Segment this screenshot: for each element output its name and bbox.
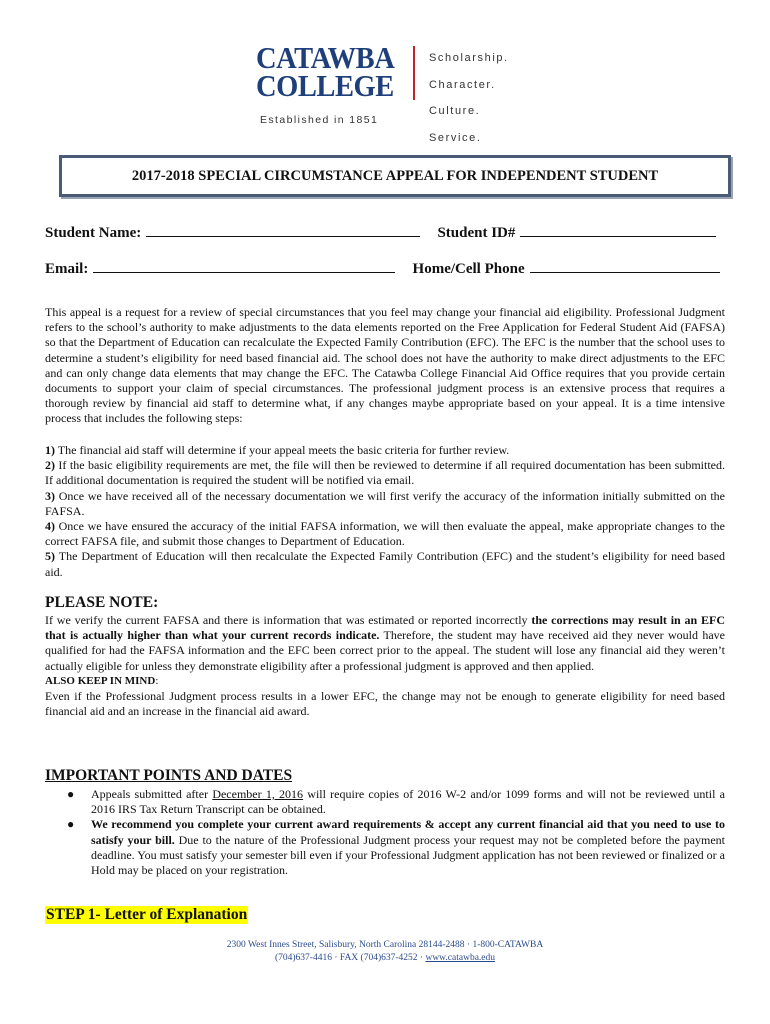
step-item-5 <box>45 549 725 579</box>
steps-list <box>45 443 725 580</box>
bullet1-text-a: Appeals submitted after <box>91 787 213 801</box>
important-points-heading: IMPORTANT POINTS AND DATES <box>45 767 293 784</box>
student-id-label: Student ID# <box>437 225 516 241</box>
step-text: Once we have ensured the accuracy of the initial FAFSA information, we will then evaluate the appeal, make appropriate changes to the correct FAFSA file, and submit those changes to Department of Education. <box>45 519 725 549</box>
step-number: 2) <box>45 458 55 473</box>
important-points-list <box>45 787 725 878</box>
email-field[interactable] <box>93 260 395 273</box>
also-keep-in-mind-colon: : <box>155 674 159 687</box>
motto-character: Character. <box>429 78 496 91</box>
logo-divider <box>413 46 415 100</box>
bullet2-emphasis: We recommend you complete your current award requirements & accept any current financial aid that you need to use to satisfy your bill. <box>91 817 725 847</box>
please-note-paragraph <box>45 613 725 674</box>
logo-mottos <box>429 45 509 151</box>
motto-service: Service. <box>429 131 482 144</box>
step-item-4 <box>45 519 725 549</box>
bullet-icon: ● <box>67 787 75 801</box>
step1-heading: STEP 1- Letter of Explanation <box>46 906 248 923</box>
intro-text: This appeal is a request for a review of special circumstances that you feel may change your financial aid eligibility. Professional Judgment refers to the school’s authority to make adjustments to the data elements reported on the Free Application for Federal Student Aid (FAFSA) so that the Department of Education can recalculate the Expected Family Contribution (EFC). The EFC is the number that the school uses to determine a student’s eligibility for need based financial aid. The school does not have the authority to make direct adjustments to the EFC and can only change data elements that may change the EFC. The Catawba College Financial Aid Office requires that you provide certain documents to support your claim of special circumstances. The professional judgment process is an extensive process that requires a thorough review by financial aid staff to determine what, if any changes maybe appropriate based on your appeal. It is a time intensive process that includes the following steps: <box>45 305 725 426</box>
step-number: 5) <box>45 549 55 564</box>
document-title: 2017-2018 SPECIAL CIRCUMSTANCE APPEAL FOR INDEPENDENT STUDENT <box>131 167 659 184</box>
intro-paragraph <box>45 305 725 427</box>
step-number: 1) <box>45 443 55 457</box>
step-text: Once we have received all of the necessary documentation we will first verify the accuracy of the information initially submitted on the FAFSA. <box>45 488 725 518</box>
step-text: The financial aid staff will determine if your appeal meets the basic criteria for further review. <box>55 443 510 457</box>
form-row-contact <box>45 258 725 278</box>
student-name-field[interactable] <box>146 224 420 237</box>
form-row-name <box>45 222 725 242</box>
step-number: 4) <box>45 519 55 534</box>
step-item-2 <box>45 458 725 488</box>
motto-culture: Culture. <box>429 105 481 117</box>
also-keep-in-mind-text: Even if the Professional Judgment process results in a lower EFC, the change may not be enough to generate eligibility for need based financial aid and an increase in the financial aid award. <box>45 689 725 719</box>
bullet2-text: Due to the nature of the Professional Judgment process your request may not be completed before the payment deadline. You must satisfy your semester bill even if your Professional Judgment application has not been reviewed or finalized or a Hold may be placed on your registration. <box>91 832 725 878</box>
document-title-box <box>59 155 731 197</box>
logo-name-line1: CATAWBA <box>256 40 395 75</box>
please-note-emphasis: the corrections may result in an EFC that is actually higher than what your current records indicate. <box>45 613 725 643</box>
phone-field[interactable] <box>530 260 720 273</box>
please-note-section <box>45 613 725 719</box>
logo-name-line2: COLLEGE <box>256 68 394 103</box>
also-keep-in-mind <box>45 674 725 689</box>
logo-established: Established in 1851 <box>260 114 379 126</box>
please-note-heading: PLEASE NOTE: <box>45 594 159 611</box>
footer <box>0 939 770 965</box>
step-number: 3) <box>45 488 55 503</box>
bullet-item-1 <box>45 787 725 817</box>
email-label: Email: <box>45 261 89 277</box>
motto-scholarship: Scholarship. <box>429 52 509 64</box>
footer-phone-fax: (704)637-4416 · FAX (704)637-4252 · <box>274 953 426 963</box>
footer-address: 2300 West Innes Street, Salisbury, North Carolina 28144-2488 · 1-800-CATAWBA <box>226 940 544 950</box>
also-keep-in-mind-label: ALSO KEEP IN MIND <box>45 674 156 687</box>
logo-wordmark <box>256 40 395 103</box>
bullet1-text-b: will require copies of 2016 W-2 and/or 1099 forms and will not be reviewed until a 2016 IRS Tax Return Transcript can be obtained. <box>91 787 725 817</box>
footer-contact <box>0 952 770 965</box>
phone-label: Home/Cell Phone <box>412 261 525 277</box>
bullet-item-2 <box>45 817 725 878</box>
step-text: If the basic eligibility requirements are met, the file will then be reviewed to determine if all required documentation has been submitted. If additional documentation is required the student will be notified via email. <box>45 458 725 488</box>
student-id-field[interactable] <box>520 224 716 237</box>
student-name-label: Student Name: <box>45 225 142 241</box>
please-note-text-b: Therefore, the student may have received aid they never would have qualified for had the FAFSA information and the EFC been correct prior to the appeal. The student will lose any financial aid they weren’t actually eligible for unless they demonstrate eligibility after a professional judgment is approved and then applied. <box>45 628 725 673</box>
college-logo <box>256 40 526 144</box>
please-note-text-a: If we verify the current FAFSA and there is information that was estimated or reported incorrectly <box>45 613 532 627</box>
step-text: The Department of Education will then recalculate the Expected Family Contribution (EFC) and the student’s eligibility for need based aid. <box>45 549 725 579</box>
step-item-3 <box>45 489 725 519</box>
bullet-icon: ● <box>67 817 75 832</box>
bullet1-date: December 1, 2016 <box>212 787 304 801</box>
step-item-1 <box>45 443 725 458</box>
footer-website-link[interactable]: www.catawba.edu <box>425 953 496 963</box>
